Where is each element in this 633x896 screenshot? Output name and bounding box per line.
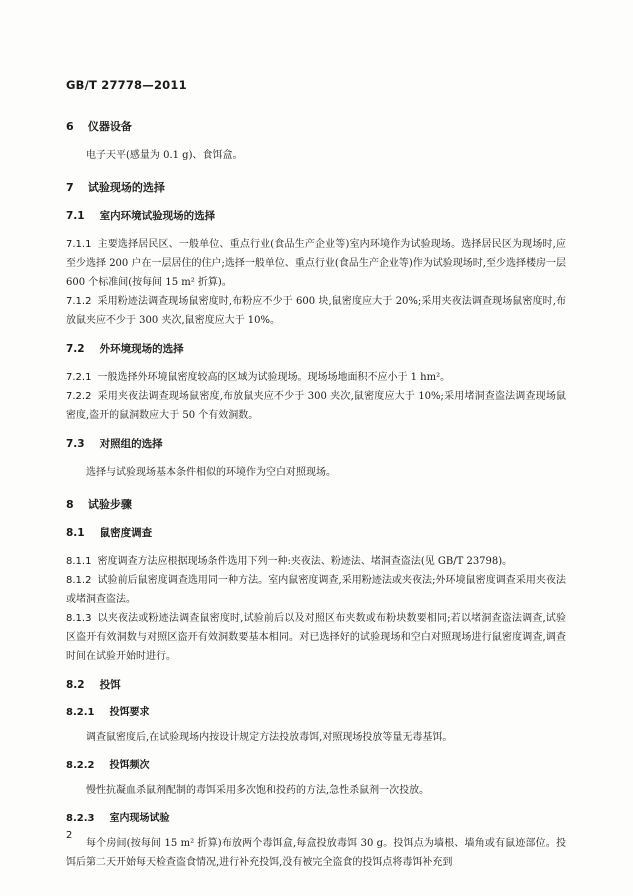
subsection-title: 投饵 — [99, 679, 121, 691]
clause-heading — [66, 810, 566, 828]
clause-text: 采用粉迹法调查现场鼠密度时,布粉应不少于 600 块,鼠密度应大于 20%;采用夹夜法调查现场鼠密度时,布放鼠夹应不少于 300 夹次,鼠密度应大于 10%。 — [66, 296, 566, 326]
section-number: 8 — [66, 498, 74, 511]
subsection-heading — [66, 340, 566, 358]
clause-text: 试验前后鼠密度调查选用同一种方法。室内鼠密度调查,采用粉迹法或夹夜法;外环境鼠密度调查采用夹夜法或堵洞查盗法。 — [66, 575, 566, 605]
section-number: 7 — [66, 181, 74, 194]
clause-number: 8.2.1 — [66, 707, 95, 718]
clause-paragraph — [66, 387, 566, 425]
subsection-title: 对照组的选择 — [99, 438, 163, 450]
clause-number: 8.1.3 — [66, 613, 92, 624]
clause-paragraph — [66, 368, 566, 387]
paragraph: 调查鼠密度后,在试验现场内按设计规定方法投放毒饵,对照现场投放等量无毒基饵。 — [86, 732, 453, 743]
clause-paragraph — [66, 292, 566, 330]
subsection-number: 7.1 — [66, 210, 85, 222]
subsection-heading — [66, 435, 566, 453]
section-title: 仪器设备 — [87, 120, 132, 133]
clause-number: 8.2.3 — [66, 813, 95, 824]
paragraph: 选择与试验现场基本条件相似的环境作为空白对照现场。 — [86, 467, 336, 478]
clause-text: 密度调查方法应根据现场条件选用下列一种:夹夜法、粉迹法、堵洞查盗法(见 GB/T 23798)。 — [97, 556, 513, 567]
clause-paragraph — [66, 571, 566, 609]
clause-title: 投饵要求 — [109, 707, 150, 718]
paragraph: 慢性抗凝血杀鼠剂配制的毒饵采用多次饱和投药的方法,急性杀鼠剂一次投放。 — [86, 785, 430, 796]
clause-title: 投饵频次 — [109, 760, 150, 771]
page-number: 2 — [66, 830, 73, 841]
clause-number: 8.1.2 — [66, 575, 92, 586]
section-heading — [66, 118, 566, 136]
paragraph: 电子天平(感量为 0.1 g)、食饵盒。 — [86, 150, 243, 161]
subsection-number: 8.2 — [66, 679, 85, 691]
section-title: 试验步骤 — [87, 498, 132, 511]
subsection-title: 室内环境试验现场的选择 — [99, 210, 216, 222]
clause-text: 采用夹夜法调查现场鼠密度,布放鼠夹应不少于 300 夹次,鼠密度应大于 10%;采用堵洞查盗法调查现场鼠密度,盗开的鼠洞数应大于 50 个有效洞数。 — [66, 391, 566, 421]
clause-paragraph — [66, 552, 566, 571]
subsection-title: 鼠密度调查 — [99, 527, 153, 539]
subsection-number: 8.1 — [66, 527, 85, 539]
clause-number: 7.2.2 — [66, 391, 92, 402]
clause-heading — [66, 757, 566, 775]
subsection-title: 外环境现场的选择 — [99, 343, 184, 355]
subsection-heading — [66, 676, 566, 694]
clause-number: 8.1.1 — [66, 556, 92, 567]
standard-code: GB/T 27778—2011 — [66, 78, 187, 92]
subsection-heading — [66, 524, 566, 542]
clause-title: 室内现场试验 — [109, 813, 170, 824]
section-heading — [66, 496, 566, 514]
subsection-heading — [66, 207, 566, 225]
clause-text: 主要选择居民区、一般单位、重点行业(食品生产企业等)室内环境作为试验现场。选择居民区为现场时,应至少选择 200 户在一层居住的住户;选择一般单位、重点行业(食品生产企业等)作为试验现场时,至少选择楼房一层 600 个标准间(按每间 15 m² 折算)。 — [66, 239, 566, 288]
clause-text: 以夹夜法或粉迹法调查鼠密度时,试验前后以及对照区布夹数或布粉块数要相同;若以堵洞查盗法调查,试验区盗开有效洞数与对照区盗开有效洞数要基本相同。对已选择好的试验现场和空白对照现场进行鼠密度调查,调查时间在试验开始时进行。 — [66, 613, 566, 662]
subsection-number: 7.2 — [66, 343, 85, 355]
section-heading — [66, 179, 566, 197]
paragraph: 每个房间(按每间 15 m² 折算)布放两个毒饵盒,每盒投放毒饵 30 g。投饵点为墙根、墙角或有鼠迹部位。投饵后第二天开始每天检查盗食情况,进行补充投饵,没有被完全盗食的投饵点将毒饵补充到 — [66, 838, 566, 868]
clause-number: 8.2.2 — [66, 760, 95, 771]
clause-number: 7.1.1 — [66, 239, 92, 250]
clause-paragraph — [66, 235, 566, 292]
clause-heading — [66, 704, 566, 722]
section-number: 6 — [66, 120, 74, 133]
clause-number: 7.2.1 — [66, 372, 92, 383]
document-body — [66, 118, 566, 872]
clause-text: 一般选择外环境鼠密度较高的区域为试验现场。现场场地面积不应小于 1 hm²。 — [97, 372, 451, 383]
subsection-number: 7.3 — [66, 438, 85, 450]
clause-paragraph — [66, 609, 566, 666]
clause-number: 7.1.2 — [66, 296, 92, 307]
section-title: 试验现场的选择 — [87, 181, 165, 194]
